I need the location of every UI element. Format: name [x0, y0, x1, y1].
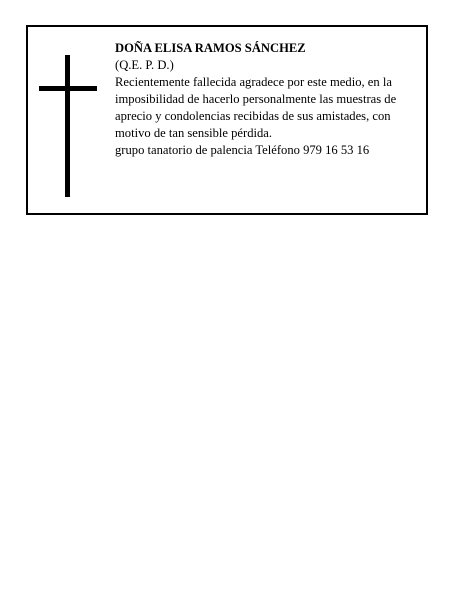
- obituary-notice: [26, 25, 428, 215]
- notice-message: Recientemente fallecida agradece por este medio, en la imposibilidad de hacerlo personalmente las muestras de aprecio y condolencias recibidas de sus amistades, con motivo de tan sensible pérdida.: [115, 75, 397, 140]
- deceased-name: DOÑA ELISA RAMOS SÁNCHEZ: [115, 41, 306, 55]
- notice-text-block: [115, 40, 421, 159]
- cross-vertical-bar: [65, 55, 70, 197]
- cross-horizontal-bar: [39, 86, 97, 91]
- cross-icon: [39, 55, 97, 197]
- funeral-home-contact: grupo tanatorio de palencia Teléfono 979 16 53 16: [115, 143, 370, 157]
- rip-abbreviation: (Q.E. P. D.): [115, 58, 174, 72]
